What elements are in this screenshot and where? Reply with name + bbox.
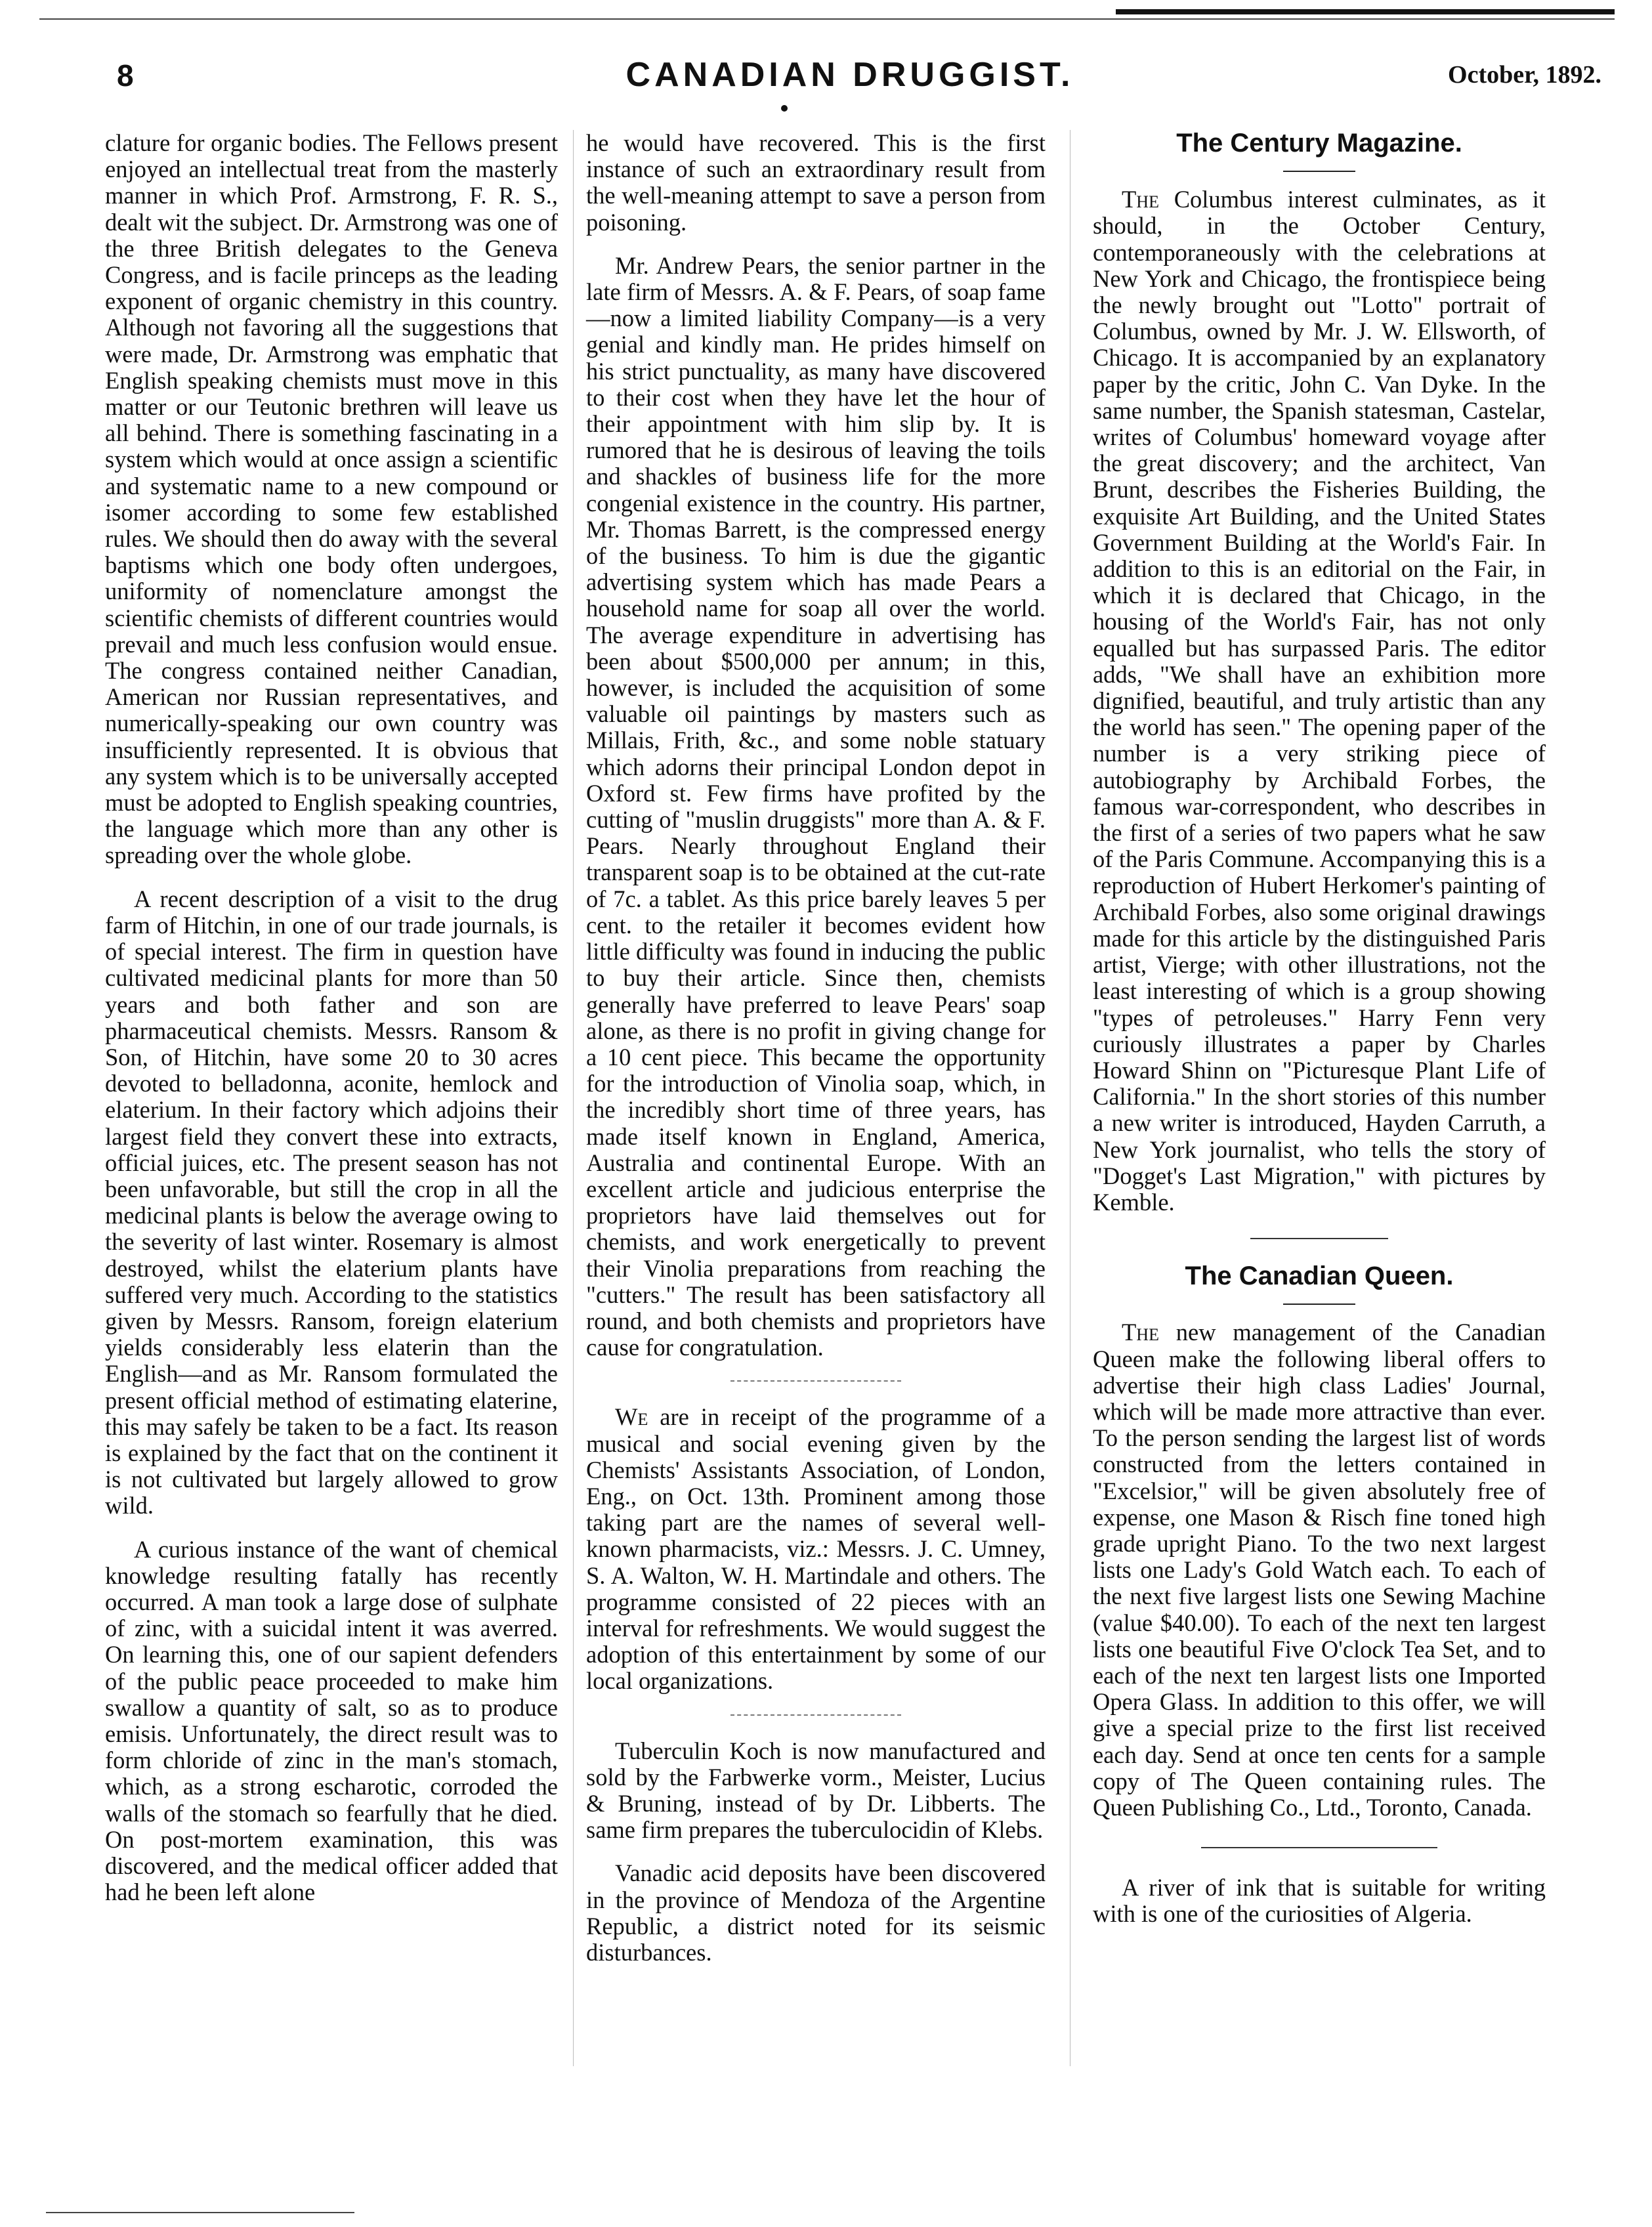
paragraph-poisoning-conclusion: he would have recovered. This is the first instance of such an extraordinary result from the well-meaning attempt to save a person from poisoning. <box>586 129 1046 236</box>
page-number: 8 <box>117 58 134 93</box>
paragraph-vanadic-acid: Vanadic acid deposits have been discovered in the province of Mendoza of the Argentine Republic, a district noted for its seismic disturbances. <box>586 1859 1046 1966</box>
paragraph-hitchin-drug-farm: A recent description of a visit to the drug farm of Hitchin, in one of our trade journals, is of special interest. The firm in question have cultivated medicinal plants for more than 50 years and both father and son are pharmaceutical chemists. Messrs. Ransom & Son, of Hitchin, have some 20 to 30 acres devoted to belladonna, aconite, hemlock and elaterium. In their factory which adjoins their largest field they convert these into extracts, official juices, etc. The present season has not been unfavorable, but still the crop in all the medicinal plants is below the average owing to the severity of last winter. Rosemary is almost destroyed, whilst the elaterium plants have suffered very much. According to the statistics given by Messrs. Ransom, foreign elaterium yields considerably less elaterin than the English—and as Mr. Ransom formulated the present official method of estimating elaterine, this may safely be taken to be a fact. Its reason is explained by the fact that on the continent it is not cultivated but largely allowed to grow wild. <box>105 885 558 1519</box>
column-divider <box>573 130 574 2066</box>
top-rule <box>1116 9 1615 14</box>
issue-date: October, 1892. <box>1448 61 1601 89</box>
section-separator <box>1201 1847 1437 1848</box>
paragraph-pears-soap: Mr. Andrew Pears, the senior partner in the late firm of Messrs. A. & F. Pears, of soap fame—now a limited liability Company—is a very genial and kindly man. He prides himself on his strict punctuality, as many have discovered to their cost when they have let the hour of their appointment with him slip by. It is rumored that he is desirous of leaving the toils and shackles of business life for the more congenial existence in the country. His partner, Mr. Thomas Barrett, is the compressed energy of the business. To him is due the gigantic advertising system which has made Pears a household name for soap all over the world. The average expenditure in advertising has been about $500,000 per annum; in this, however, is included the acquisition of some valuable oil paintings by masters such as Millais, Frith, &c., and some noble statuary which adorns their principal London depot in Oxford st. Few firms have profited by the cutting of "muslin druggists" more than A. & F. Pears. Nearly throughout England their transparent soap is to be obtained at the cut-rate of 7c. a tablet. As this price barely leaves 5 per cent. to the retailer it becomes evident how little difficulty was found in inducing the public to buy their article. Since then, chemists generally have preferred to leave Pears' soap alone, as there is no profit in giving change for a 10 cent piece. This became the opportunity for the introduction of Vinolia soap, which, in the incredibly short time of three years, has made itself known in England, America, Australia and continental Europe. With an excellent article and judicious enterprise the proprietors have laid themselves out for chemists, and work energetically to prevent their Vinolia preparations from reaching the "cutters." The result has been satisfactory all round, and both chemists and proprietors have cause for congratulation. <box>586 251 1046 1361</box>
paragraph-body: are in receipt of the programme of a musical and social evening given by the Chemists' Assistants Association, of London, Eng., on Oct. 13th. Prominent among those taking part are the names of several well-known pharmacists, viz.: Messrs. J. C. Umney, S. A. Walton, W. H. Martindale and others. The programme consisted of 22 pieces with an interval for refreshments. We would suggest the adoption of this entertainment by some of our local organizations. <box>586 1403 1046 1695</box>
paragraph-river-of-ink: A river of ink that is suitable for writing with is one of the curiosities of Algeria. <box>1093 1874 1546 1928</box>
paragraph-lead-word: The <box>1122 186 1159 213</box>
page-header <box>98 51 1601 104</box>
heading-canadian-queen: The Canadian Queen. <box>1185 1262 1454 1291</box>
paragraph-nomenclature-continued: clature for organic bodies. The Fellows present enjoyed an intellectual treat from the masterly manner in which Prof. Armstrong, F. R. S., dealt wit the subject. Dr. Armstrong was one of the three British delegates to the Geneva Congress, and is facile princeps as the leading exponent of organic chemistry in this country. Although not favoring all the suggestions that were made, Dr. Armstrong was emphatic that English speaking chemists must move in this matter or our Teutonic brethren will leave us all behind. There is something fascinating in a system which would at once assign a scientific and systematic name to a new compound or isomer according to some few established rules. We should then do away with the several baptisms which one body often undergoes, uniformity of nomenclature amongst the scientific chemists of different countries would prevail and much less confusion would ensue. The congress contained neither Canadian, American nor Russian representatives, and numerically-speaking our own country was insufficiently represented. It is obvious that any system which is to be universally accepted must be adopted to English speaking countries, the language which more than any other is spreading over the whole globe. <box>105 129 558 869</box>
paragraph-zinc-poisoning: A curious instance of the want of chemical knowledge resulting fatally has recently occurred. A man took a large dose of sulphate of zinc, with a suicidal intent it was averred. On learning this, one of our sapient defenders of the public peace proceeded to make him swallow a quantity of salt, so as to produce emisis. Unfortunately, the direct result was to form chloride of zinc in the man's stomach, which, as a strong escharotic, corroded the walls of the stomach so fearfully that he died. On post-mortem examination, this was discovered, and the medical officer added that had he been left alone <box>105 1535 558 1906</box>
heading-underline <box>1283 171 1355 172</box>
heading-underline <box>1283 1304 1355 1305</box>
column-1 <box>105 130 558 1922</box>
top-thin-rule <box>39 18 1615 20</box>
paragraph-body: new management of the Canadian Queen make the following liberal offers to advertise their high class Ladies' Journal, which will be made more attractive than ever. To the person sending the largest list of words constructed from the letters contained in "Excelsior," will be given absolutely free of expense, one Mason & Risch fine toned high grade upright Piano. To the two next largest lists one Lady's Gold Watch each. To each of the next five largest lists one Sewing Machine (value $40.00). To each of the next ten largest lists one beautiful Five O'clock Tea Set, and to each of the next ten largest lists one Imported Opera Glass. In addition to this offer, we will give a special prize to the first list received each day. Send at once ten cents for a sample copy of The Queen containing rules. The Queen Publishing Co., Ltd., Toronto, Canada. <box>1093 1319 1546 1821</box>
section-separator <box>1250 1238 1388 1239</box>
paragraph-lead-word: The <box>1122 1319 1159 1346</box>
paragraph-century-magazine <box>1093 186 1546 1216</box>
section-separator <box>731 1714 901 1716</box>
paragraph-tuberculin: Tuberculin Koch is now manufactured and sold by the Farbwerke vorm., Meister, Lucius & Bruning, instead of by Dr. Libberts. The same firm prepares the tuberculocidin of Klebs. <box>586 1737 1046 1844</box>
paragraph-canadian-queen <box>1093 1319 1546 1821</box>
bottom-rule <box>46 2212 354 2213</box>
masthead-title: CANADIAN DRUGGIST. <box>625 56 1074 94</box>
column-2 <box>586 130 1046 1983</box>
paragraph-body: Columbus interest culminates, as it should, in the October Century, contemporaneously with the celebrations at New York and Chicago, the frontispiece being the newly brought out "Lotto" portrait of Columbus, owned by Mr. J. W. Ellsworth, of Chicago. It is accompanied by an explanatory paper by the critic, John C. Van Dyke. In the same number, the Spanish statesman, Castelar, writes of Columbus' homeward voyage after the great discovery; and the architect, Van Brunt, describes the Fisheries Building, the exquisite Art Building, and the United States Government Building at the World's Fair. In addition to this is an editorial on the Fair, in which it is declared that Chicago, in the housing of the World's Fair, has not only equalled but has surpassed Paris. The editor adds, "We shall have an exhibition more dignified, beautiful, and truly artistic than any the world has seen." The opening paper of the number is a very striking piece of autobiography by Archibald Forbes, the famous war-correspondent, who describes in the first of a series of two papers what he saw of the Paris Commune. Accompanying this is a reproduction of Hubert Herkomer's painting of Archibald Forbes, also some original drawings made for this article by the distinguished Paris artist, Vierge; with other illustrations, not the least interesting of which is a group showing "types of petroleuses." Harry Fenn very curiously illustrates a paper by Charles Howard Shinn on "Picturesque Plant Life of California." In the short stories of this number a new writer is introduced, Hayden Carruth, a New York journalist, who tells the story of "Dogget's Last Migration," with pictures by Kemble. <box>1093 186 1546 1216</box>
paragraph-lead-word: We <box>615 1403 648 1431</box>
section-separator <box>731 1380 901 1382</box>
header-ornament-dot <box>781 105 788 112</box>
heading-century-magazine: The Century Magazine. <box>1176 129 1462 158</box>
column-3 <box>1093 130 1546 1945</box>
paragraph-chemists-assistants <box>586 1404 1046 1694</box>
